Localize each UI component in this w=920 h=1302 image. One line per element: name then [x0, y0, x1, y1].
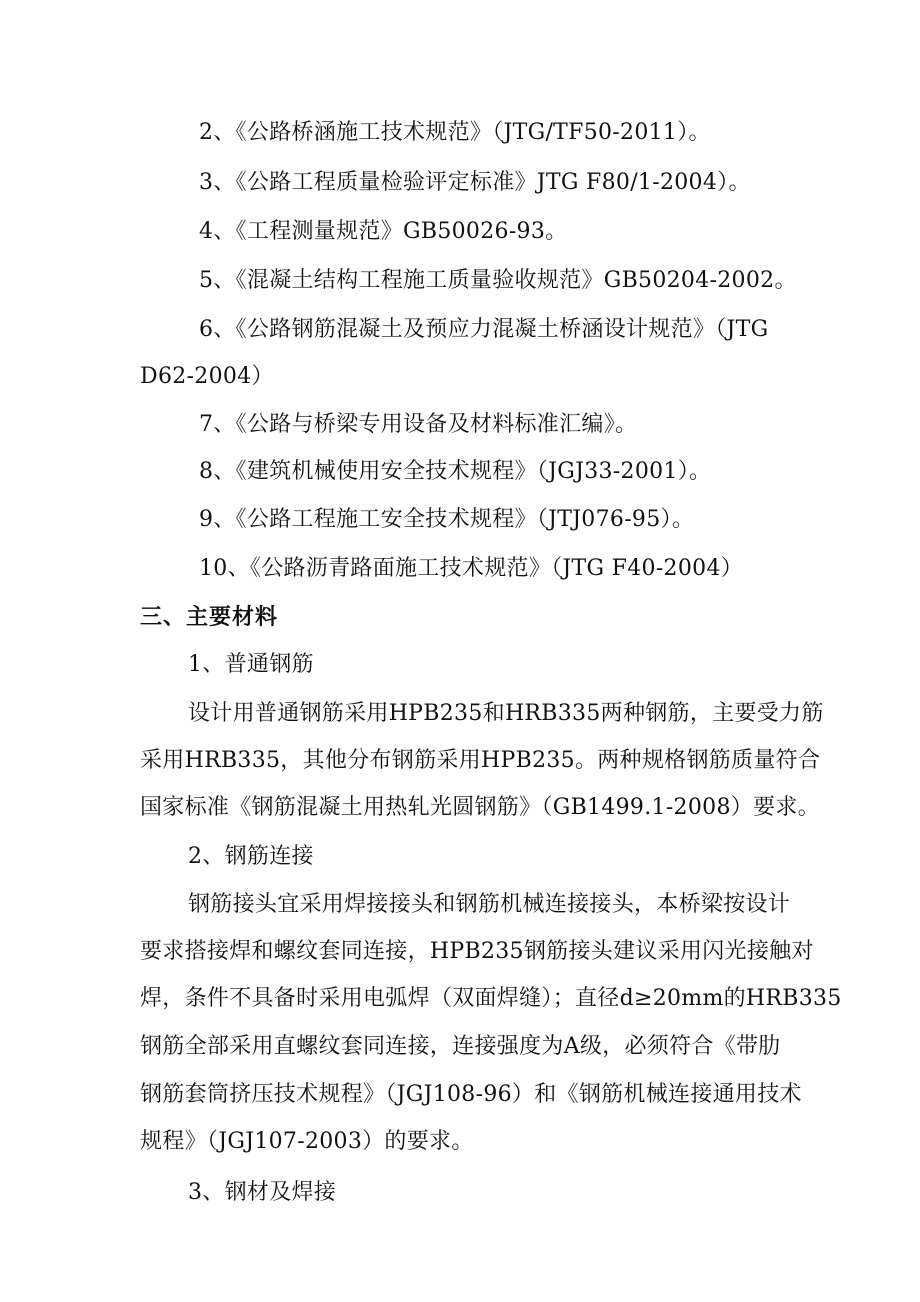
subheading-steel-welding: 3、钢材及焊接: [188, 1180, 337, 1205]
reference-item-2: 2、《公路桥涵施工技术规范》（JTG/TF50-2011）。: [199, 120, 711, 145]
reference-item-5: 5、《混凝土结构工程施工质量验收规范》GB50204-2002。: [199, 268, 797, 293]
reference-item-10: 10、《公路沥青路面施工技术规范》（JTG F40-2004）: [199, 556, 744, 581]
paragraph-line: 采用HRB335，其他分布钢筋采用HPB235。两种规格钢筋质量符合: [140, 748, 821, 773]
subheading-rebar-connection: 2、钢筋连接: [188, 844, 314, 869]
paragraph-line: 钢筋接头宜采用焊接接头和钢筋机械连接接头，本桥梁按设计: [188, 892, 791, 917]
section-heading: 三、主要材料: [140, 605, 279, 630]
reference-item-3: 3、《公路工程质量检验评定标准》JTG F80/1-2004）。: [199, 170, 751, 195]
reference-item-6-continued: D62-2004）: [140, 364, 274, 389]
paragraph-line: 国家标准《钢筋混凝土用热轧光圆钢筋》（GB1499.1-2008）要求。: [140, 795, 820, 820]
paragraph-line: 设计用普通钢筋采用HPB235和HRB335两种钢筋，主要受力筋: [188, 701, 824, 726]
reference-item-7: 7、《公路与桥梁专用设备及材料标准汇编》。: [199, 412, 638, 437]
paragraph-line: 钢筋全部采用直螺纹套同连接，连接强度为A级，必须符合《带肋: [140, 1034, 781, 1059]
paragraph-line: 规程》（JGJ107-2003）的要求。: [140, 1129, 474, 1154]
reference-item-9: 9、《公路工程施工安全技术规程》（JTJ076-95）。: [199, 507, 695, 532]
paragraph-line: 钢筋套筒挤压技术规程》（JGJ108-96）和《钢筋机械连接通用技术: [140, 1082, 802, 1107]
paragraph-line: 要求搭接焊和螺纹套同连接，HPB235钢筋接头建议采用闪光接触对: [140, 939, 814, 964]
subheading-ordinary-rebar: 1、普通钢筋: [188, 652, 314, 677]
reference-item-4: 4、《工程测量规范》GB50026-93。: [199, 219, 568, 244]
reference-item-6: 6、《公路钢筋混凝土及预应力混凝土桥涵设计规范》（JTG: [199, 317, 769, 342]
paragraph-line: 焊，条件不具备时采用电弧焊（双面焊缝）；直径d≥20mm的HRB335: [140, 986, 842, 1011]
reference-item-8: 8、《建筑机械使用安全技术规程》（JGJ33-2001）。: [199, 459, 712, 484]
